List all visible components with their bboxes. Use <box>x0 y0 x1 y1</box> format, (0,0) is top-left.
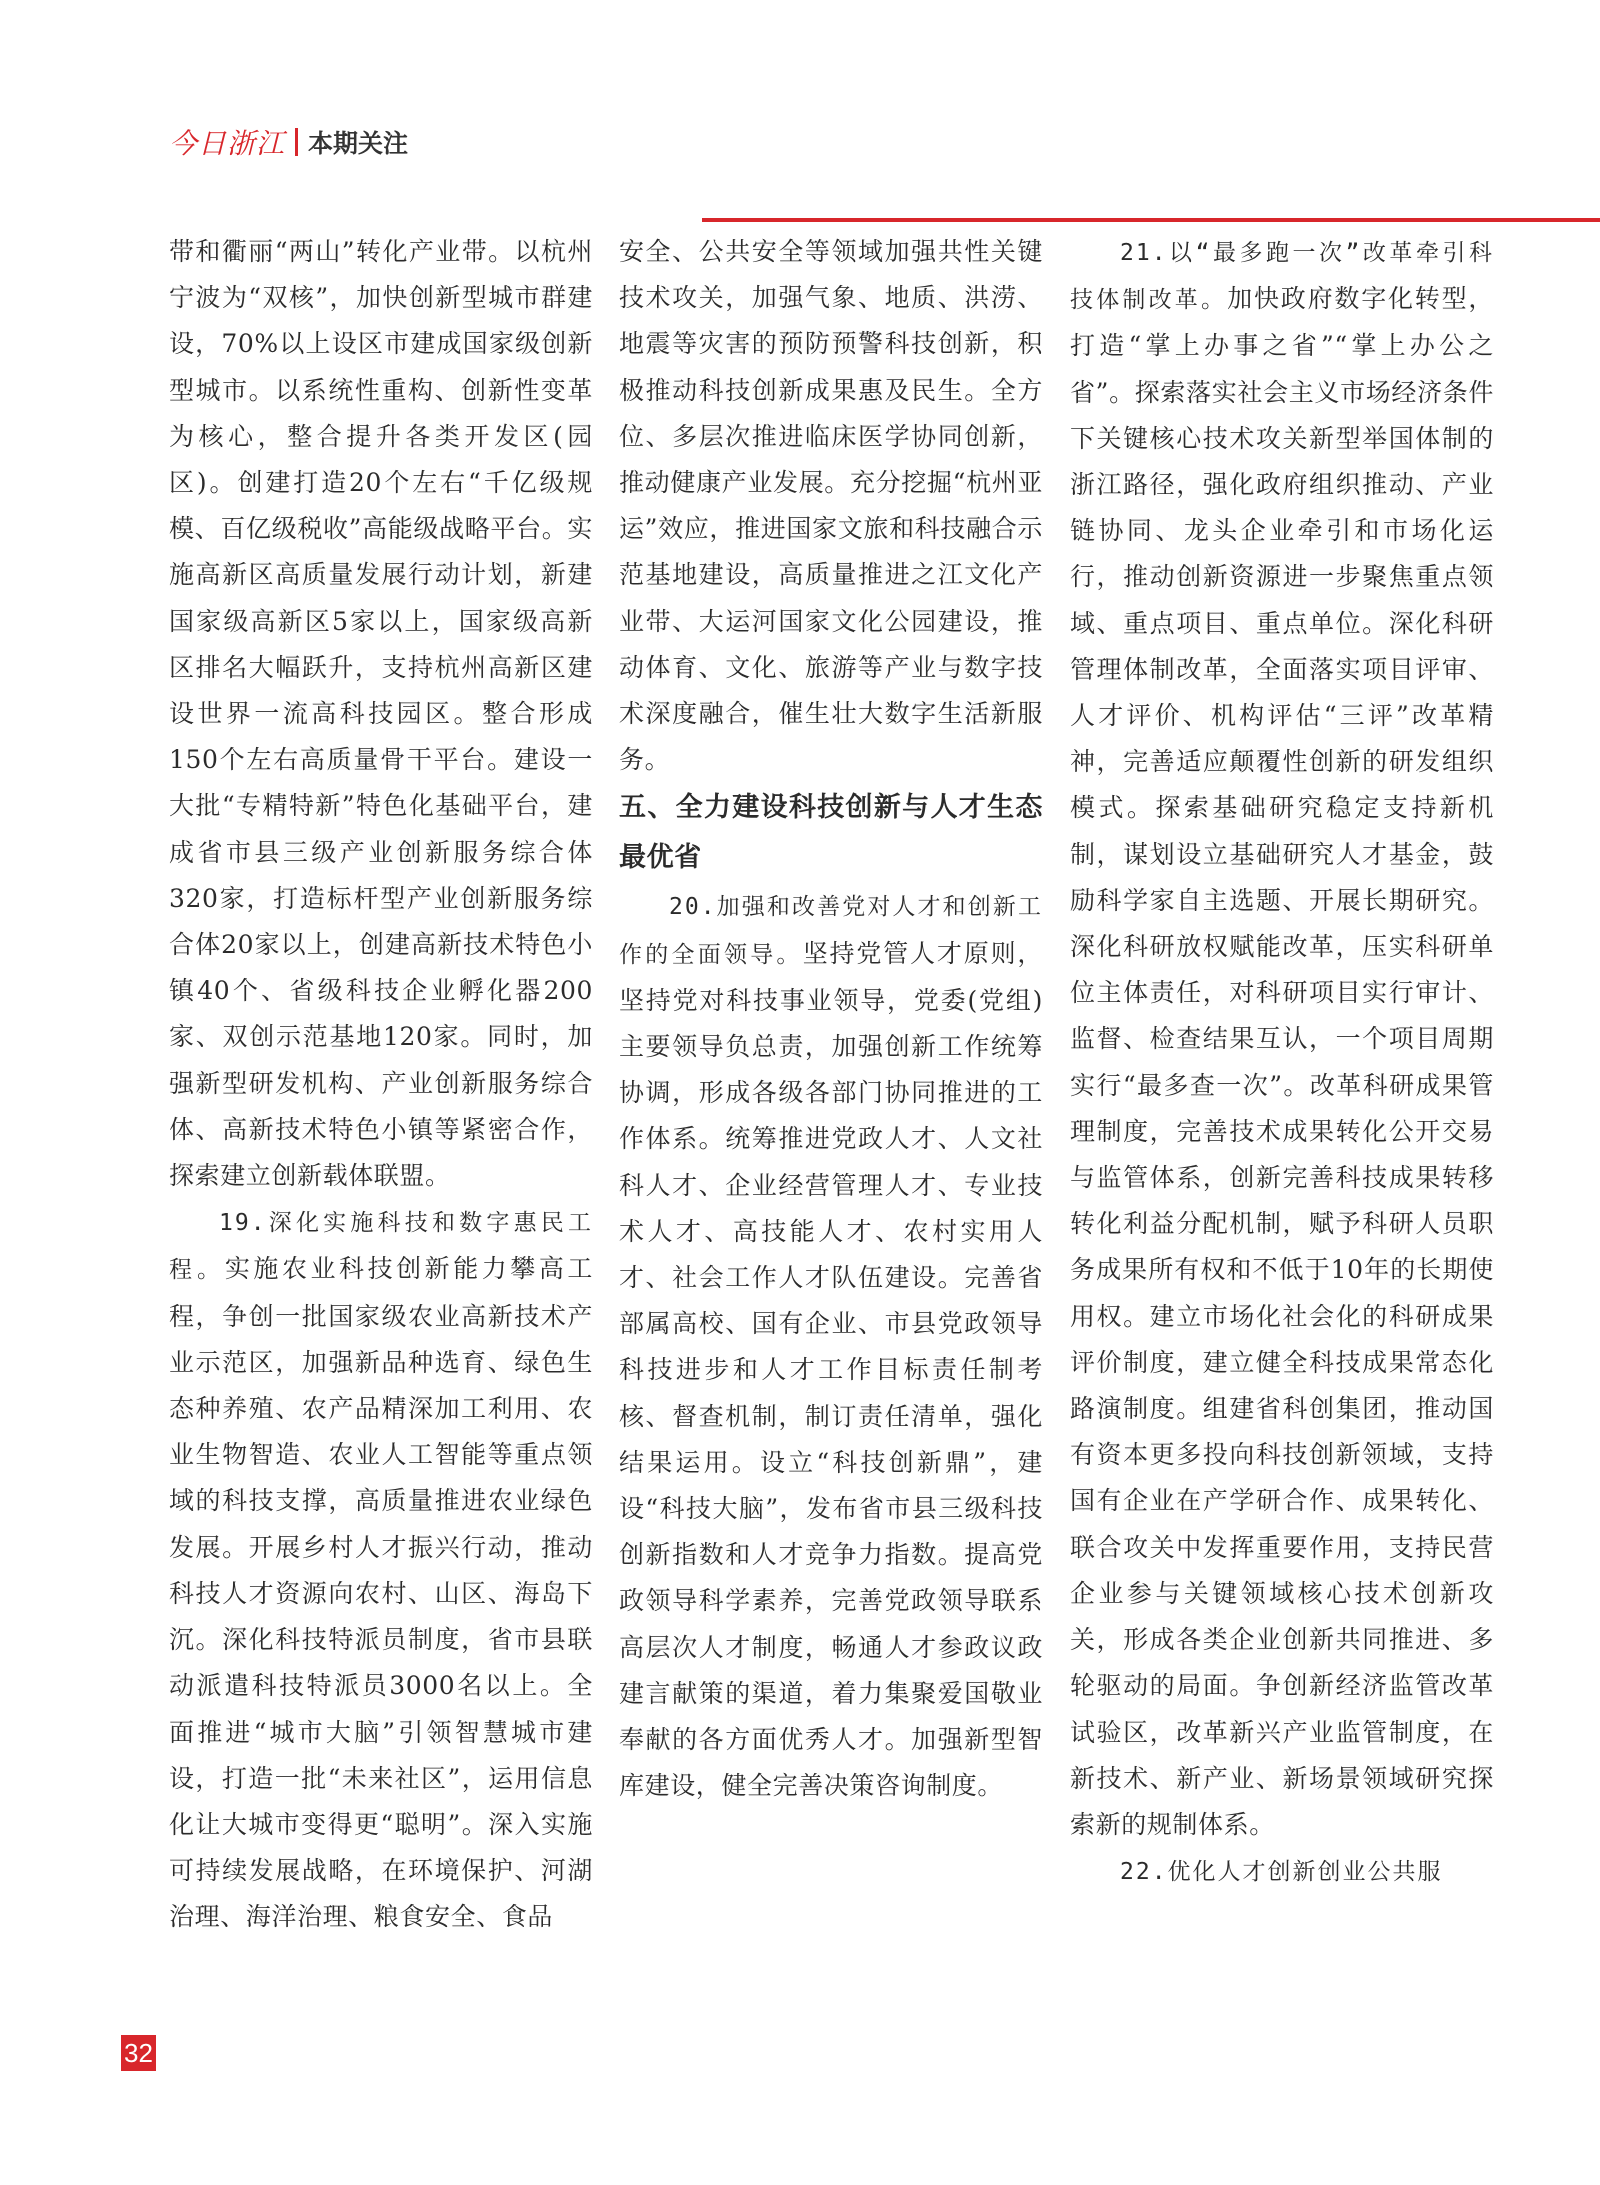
item-lead: 20.加强和改善党对人才和创新工作的全面领导。 <box>619 894 1043 968</box>
section-title: 本期关注 <box>308 129 409 158</box>
paragraph-text: 实施农业科技创新能力攀高工程，争创一批国家级农业高新技术产业示范区，加强新品种选育、绿色生态种养殖、农产品精深加工利用、农业生物智造、农业人工智能等重点领域的科技支撑，高质量推进农业绿色发展。开展乡村人才振兴行动，推动科技人才资源向农村、山区、海岛下沉。深化科技特派员制度，省市县联动派遣科技特派员3000名以上。全面推进“城市大脑”引领智慧城市建设，打造一批“未来社区”，运用信息化让大城市变得更“聪明”。深入实施可持续发展战略，在环境保护、河湖治理、海洋治理、粮食安全、食品 <box>169 1254 593 1932</box>
red-rule <box>702 218 1600 222</box>
section-heading: 五、全力建设科技创新与人才生态最优省 <box>619 792 1043 874</box>
page-number: 32 <box>121 2035 156 2071</box>
paragraph-text: 安全、公共安全等领域加强共性关键技术攻关，加强气象、地质、洪涝、地震等灾害的预防预警科技创新，积极推动科技创新成果惠及民生。全方位、多层次推进临床医学协同创新，推动健康产业发展。充分挖掘“杭州亚运”效应，推进国家文旅和科技融合示范基地建设，高质量推进之江文化产业带、大运河国家文化公园建设，推动体育、文化、旅游等产业与数字技术深度融合，催生壮大数字生活新服务。 <box>619 237 1043 775</box>
item-lead: 22.优化人才创新创业公共服 <box>1120 1859 1443 1886</box>
text-column-2 <box>619 229 1043 1810</box>
paragraph <box>1070 229 1494 1848</box>
item-lead: 21.以“最多跑一次”改革牵引科技体制改革。 <box>1070 240 1494 314</box>
masthead <box>169 122 408 162</box>
magazine-logo: 今日浙江 <box>169 127 286 160</box>
paragraph <box>1070 1848 1494 1895</box>
item-lead: 19.深化实施科技和数字惠民工程。 <box>169 1210 593 1284</box>
header-divider <box>295 128 298 156</box>
text-column-3 <box>1070 229 1494 1895</box>
paragraph <box>619 883 1043 1809</box>
paragraph <box>619 229 1043 783</box>
paragraph-text: 带和衢丽“两山”转化产业带。以杭州宁波为“双核”，加快创新型城市群建设，70%以上设区市建成国家级创新型城市。以系统性重构、创新性变革为核心，整合提升各类开发区(园区)。创建打造20个左右“千亿级规模、百亿级税收”高能级战略平台。实施高新区高质量发展行动计划，新建国家级高新区5家以上，国家级高新区排名大幅跃升，支持杭州高新区建设世界一流高科技园区。整合形成150个左右高质量骨干平台。建设一大批“专精特新”特色化基础平台，建成省市县三级产业创新服务综合体320家，打造标杆型产业创新服务综合体20家以上，创建高新技术特色小镇40个、省级科技企业孵化器200家、双创示范基地120家。同时，加强新型研发机构、产业创新服务综合体、高新技术特色小镇等紧密合作，探索建立创新载体联盟。 <box>169 237 593 1191</box>
paragraph-text: 坚持党管人才原则，坚持党对科技事业领导，党委(党组)主要领导负总责，加强创新工作统筹协调，形成各级各部门协同推进的工作体系。统筹推进党政人才、人文社科人才、企业经营管理人才、专业技术人才、高技能人才、农村实用人才、社会工作人才队伍建设。完善省部属高校、国有企业、市县党政领导科技进步和人才工作目标责任制考核、督查机制，制订责任清单，强化结果运用。设立“科技创新鼎”，建设“科技大脑”，发布省市县三级科技创新指数和人才竞争力指数。提高党政领导科学素养，完善党政领导联系高层次人才制度，畅通人才参政议政建言献策的渠道，着力集聚爱国敬业奉献的各方面优秀人才。加强新型智库建设，健全完善决策咨询制度。 <box>619 938 1044 1801</box>
paragraph <box>169 229 593 1199</box>
paragraph <box>169 1199 593 1940</box>
paragraph-text: 加快政府数字化转型，打造“掌上办事之省”“掌上办公之省”。探索落实社会主义市场经济条件下关键核心技术攻关新型举国体制的浙江路径，强化政府组织推动、产业链协同、龙头企业牵引和市场化运行，推动创新资源进一步聚焦重点领域、重点项目、重点单位。深化科研管理体制改革，全面落实项目评审、人才评价、机构评估“三评”改革精神，完善适应颠覆性创新的研发组织模式。探索基础研究稳定支持新机制，谋划设立基础研究人才基金，鼓励科学家自主选题、开展长期研究。深化科研放权赋能改革，压实科研单位主体责任，对科研项目实行审计、监督、检查结果互认，一个项目周期实行“最多查一次”。改革科研成果管理制度，完善技术成果转化公开交易与监管体系，创新完善科技成果转移转化利益分配机制，赋予科研人员职务成果所有权和不低于10年的长期使用权。建立市场化社会化的科研成果评价制度，建立健全科技成果常态化路演制度。组建省科创集团，推动国有资本更多投向科技创新领域，支持国有企业在产学研合作、成果转化、联合攻关中发挥重要作用，支持民营企业参与关键领域核心技术创新攻关，形成各类企业创新共同推进、多轮驱动的局面。争创新经济监管改革试验区，改革新兴产业监管制度，在新技术、新产业、新场景领域研究探索新的规制体系。 <box>1070 284 1494 1839</box>
text-column-1 <box>169 229 593 1941</box>
